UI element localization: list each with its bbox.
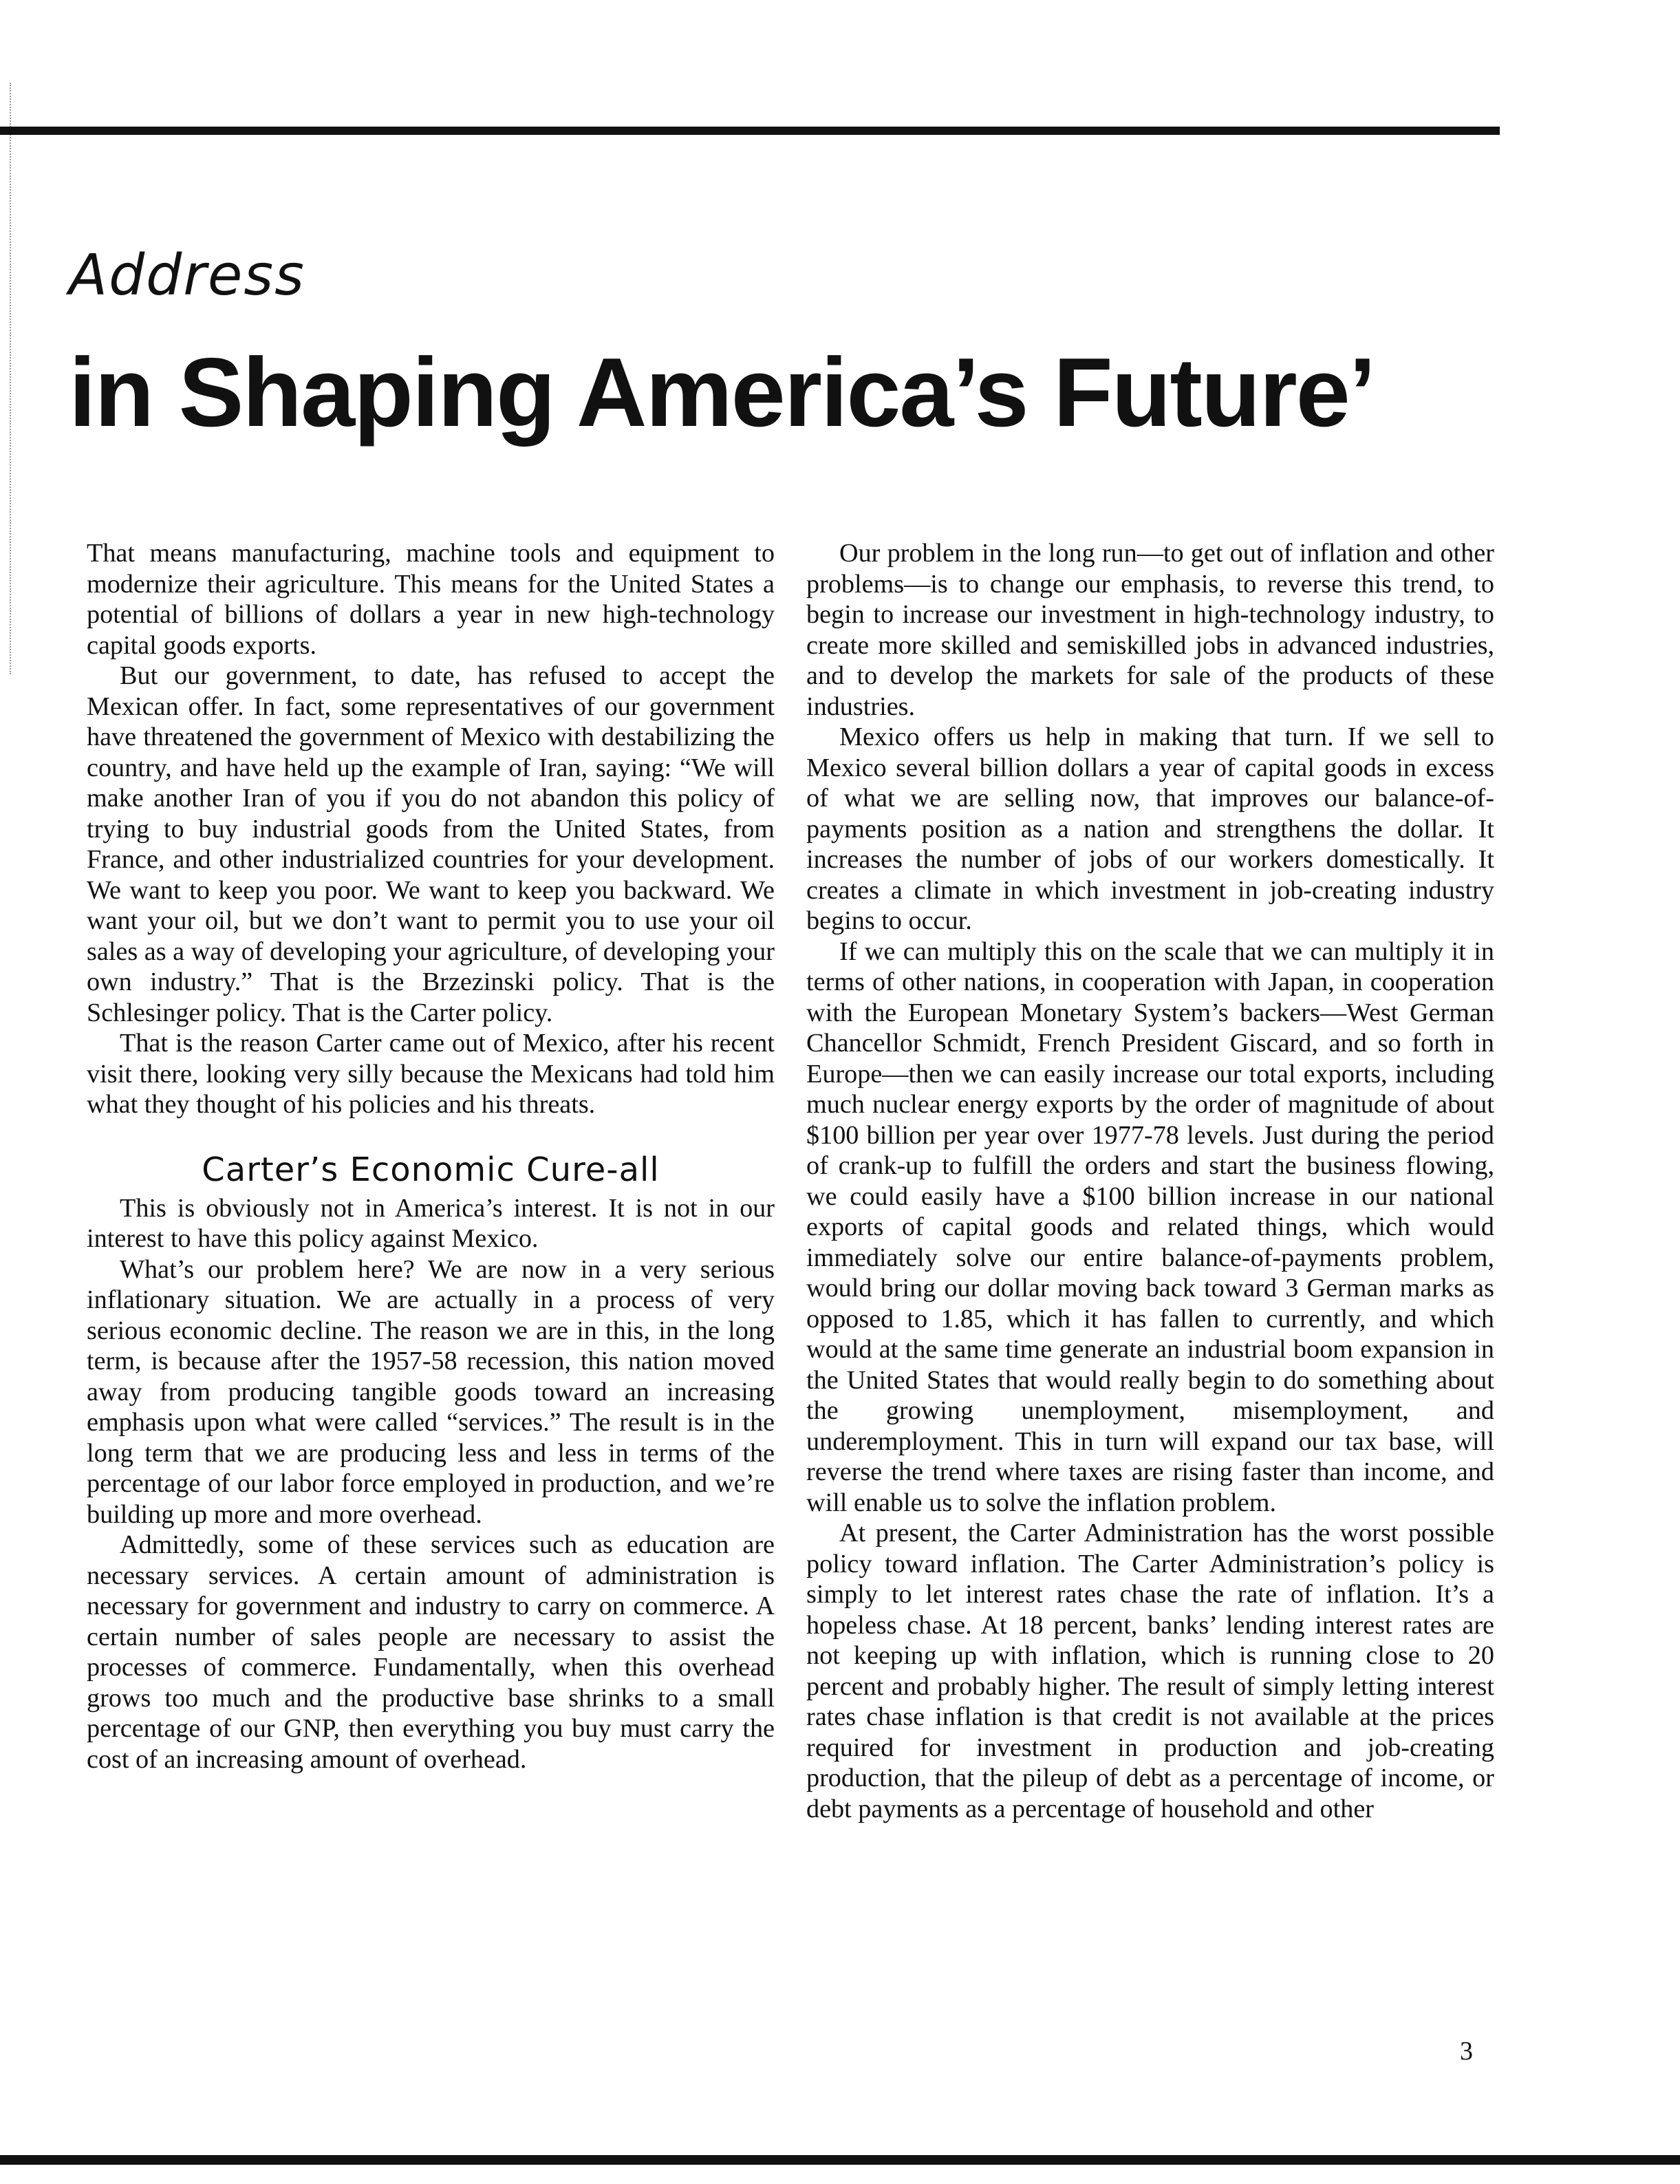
paragraph: What’s our problem here? We are now in a very serious inflationary situation. We are actually in a process of very serious economic decline. The reason we are in this, in the long term, is because after the 1957-58 recession, this nation moved away from producing tangible goods toward an increasing emphasis upon what were called “services.” The result is in the long term that we are producing less and less in terms of the percentage of our labor force employed in production, and we’re building up more and more overhead. <box>87 1254 775 1529</box>
article-kicker: Address <box>69 243 305 308</box>
paragraph: Mexico offers us help in making that turn. If we sell to Mexico several billion dollars a year of capital goods in excess of what we are selling now, that improves our balance-of-payments position as a nation and strengthens the dollar. It increases the number of jobs of our workers domestically. It creates a climate in which investment in job-creating industry begins to occur. <box>806 722 1494 935</box>
left-column <box>87 538 775 1775</box>
margin-scan-marks <box>10 83 12 674</box>
paragraph: Admittedly, some of these services such as education are necessary services. A certain amount of administration is necessary for government and industry to carry on commerce. A certain number of sales people are necessary to assist the processes of commerce. Fundamentally, when this overhead grows too much and the productive base shrinks to a small percentage of our GNP, then everything you buy must carry the cost of an increasing amount of overhead. <box>87 1530 775 1774</box>
paragraph: At present, the Carter Administration has the worst possible policy toward inflation. The Carter Administration’s policy is simply to let interest rates chase the rate of inflation. It’s a hopeless chase. At 18 percent, banks’ lending interest rates are not keeping up with inflation, which is running close to 20 percent and probably higher. The result of simply letting interest rates chase inflation is that credit is not available at the prices required for investment in production and job-creating production, that the pileup of debt as a percentage of income, or debt payments as a percentage of household and other <box>806 1519 1494 1823</box>
top-rule <box>0 127 1500 135</box>
page-number: 3 <box>1460 2037 1473 2066</box>
paragraph: If we can multiply this on the scale that we can multiply it in terms of other nations, in cooperation with Japan, in cooperation with the European Monetary System’s backers—West German Chancellor Schmidt, French President Giscard, and so forth in Europe—then we can easily increase our total exports, including much nuclear energy exports by the order of magnitude of about $100 billion per year over 1977-78 levels. Just during the period of crank-up to fulfill the orders and start the business flowing, we could easily have a $100 billion increase in our national exports of capital goods and related things, which would immediately solve our entire balance-of-payments problem, would bring our dollar moving back toward 3 German marks as opposed to 1.85, which it has fallen to currently, and which would at the same time generate an industrial boom expansion in the United States that would really begin to do something about the growing unemployment, misemployment, and underemployment. This in turn will expand our tax base, will reverse the trend where taxes are rising faster than income, and will enable us to solve the inflation problem. <box>806 936 1494 1517</box>
article-headline: in Shaping America’s Future’ <box>69 338 1375 447</box>
section-subhead: Carter’s Economic Cure-all <box>202 1150 660 1189</box>
paragraph: But our government, to date, has refused to accept the Mexican offer. In fact, some representatives of our government have threatened the government of Mexico with destabilizing the country, and have held up the example of Iran, saying: “We will make another Iran of you if you do not abandon this policy of trying to buy industrial goods from the United States, from France, and other industrialized countries for your development. We want to keep you poor. We want to keep you backward. We want your oil, but we don’t want to permit you to use your oil sales as a way of developing your agriculture, of developing your own industry.” That is the Brzezinski policy. That is the Schlesinger policy. That is the Carter policy. <box>87 661 775 1027</box>
paragraph: That is the reason Carter came out of Mexico, after his recent visit there, looking very silly because the Mexicans had told him what they thought of his policies and his threats. <box>87 1029 775 1119</box>
paragraph: This is obviously not in America’s interest. It is not in our interest to have this policy against Mexico. <box>87 1193 775 1253</box>
paragraph: That means manufacturing, machine tools and equipment to modernize their agriculture. This means for the United States a potential of billions of dollars a year in new high-technology capital goods exports. <box>87 539 775 660</box>
paragraph: Our problem in the long run—to get out of inflation and other problems—is to change our emphasis, to reverse this trend, to begin to increase our investment in high-technology industry, to create more skilled and semiskilled jobs in advanced industries, and to develop the markets for sale of the products of these industries. <box>806 539 1494 721</box>
right-column <box>806 538 1494 1824</box>
bottom-rule <box>0 2155 1680 2165</box>
